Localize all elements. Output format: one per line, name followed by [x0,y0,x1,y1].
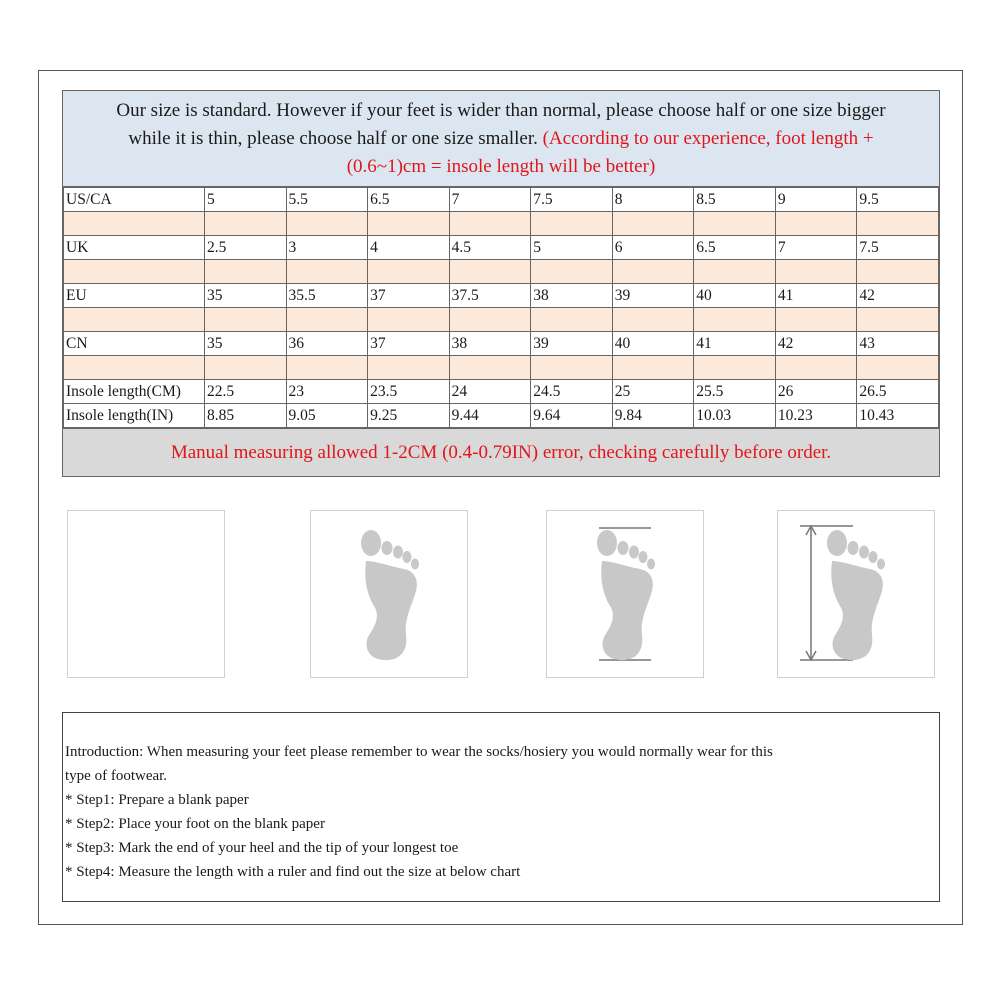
spacer-cell [64,212,205,236]
size-cell: 7 [775,236,857,260]
spacer-cell [775,212,857,236]
size-cell: 22.5 [205,380,287,404]
size-cell: 9.05 [286,404,368,428]
size-cell: 9.64 [531,404,613,428]
size-cell: 6 [612,236,694,260]
intro-line-2 [69,125,933,153]
spacer-cell [286,260,368,284]
size-cell: 24 [449,380,531,404]
spacer-cell [694,308,776,332]
spacer-cell [612,308,694,332]
size-cell: 26.5 [857,380,939,404]
measuring-instructions [62,712,940,902]
spacer-cell [64,308,205,332]
size-cell: 9.84 [612,404,694,428]
instructions-intro-line-2: type of footwear. [65,768,168,784]
size-cell: 38 [531,284,613,308]
spacer-row [64,260,939,284]
spacer-cell [775,356,857,380]
size-cell: 40 [694,284,776,308]
spacer-cell [531,260,613,284]
size-table [63,187,939,428]
size-cell: 7.5 [531,188,613,212]
foot-with-marks-icon [546,510,704,678]
intro-line-3: (0.6~1)cm = insole length will be better) [346,156,656,177]
spacer-cell [286,356,368,380]
size-cell: 24.5 [531,380,613,404]
spacer-cell [449,260,531,284]
spacer-cell [449,212,531,236]
size-cell: 43 [857,332,939,356]
spacer-cell [368,308,450,332]
size-cell: 5.5 [286,188,368,212]
spacer-cell [368,212,450,236]
size-cell: 41 [694,332,776,356]
size-cell: 37 [368,284,450,308]
spacer-cell [775,308,857,332]
size-row-label: CN [64,332,205,356]
spacer-cell [857,212,939,236]
instructions-intro-line-1: Introduction: When measuring your feet please remember to wear the socks/hosiery you would normally wear for this [65,744,773,760]
size-cell: 5 [205,188,287,212]
spacer-cell [531,356,613,380]
size-cell: 40 [612,332,694,356]
size-cell: 9.44 [449,404,531,428]
spacer-cell [205,356,287,380]
instruction-step-2: * Step2: Place your foot on the blank paper [65,816,325,832]
size-cell: 39 [612,284,694,308]
measuring-error-note: Manual measuring allowed 1-2CM (0.4-0.79IN) error, checking carefully before order. [63,428,939,476]
spacer-cell [694,356,776,380]
size-cell: 6.5 [368,188,450,212]
size-cell: 5 [531,236,613,260]
size-cell: 37.5 [449,284,531,308]
size-cell: 7 [449,188,531,212]
size-cell: 38 [449,332,531,356]
size-row [64,188,939,212]
size-cell: 10.43 [857,404,939,428]
size-cell: 3 [286,236,368,260]
size-cell: 41 [775,284,857,308]
spacer-cell [449,308,531,332]
spacer-cell [612,260,694,284]
size-cell: 8.5 [694,188,776,212]
spacer-row [64,212,939,236]
spacer-cell [612,356,694,380]
spacer-cell [857,356,939,380]
size-cell: 23.5 [368,380,450,404]
size-cell: 10.23 [775,404,857,428]
blank-paper-icon [67,510,225,678]
spacer-cell [368,260,450,284]
spacer-cell [694,212,776,236]
size-cell: 10.03 [694,404,776,428]
spacer-cell [531,212,613,236]
foot-with-ruler-icon [777,510,935,678]
spacer-cell [531,308,613,332]
spacer-row [64,308,939,332]
spacer-row [64,356,939,380]
spacer-cell [205,260,287,284]
size-cell: 25 [612,380,694,404]
size-row-label: EU [64,284,205,308]
intro-experience-note: (According to our experience, foot length + [542,128,874,149]
size-cell: 35 [205,332,287,356]
spacer-cell [449,356,531,380]
size-cell: 4 [368,236,450,260]
size-cell: 9.5 [857,188,939,212]
size-row [64,380,939,404]
size-chart [62,90,940,477]
spacer-cell [775,260,857,284]
spacer-cell [368,356,450,380]
size-intro-box [63,91,939,187]
instruction-step-3: * Step3: Mark the end of your heel and the tip of your longest toe [65,840,459,856]
size-cell: 8 [612,188,694,212]
size-cell: 42 [857,284,939,308]
size-row-label: Insole length(IN) [64,404,205,428]
size-row-label: Insole length(CM) [64,380,205,404]
size-cell: 37 [368,332,450,356]
size-cell: 9.25 [368,404,450,428]
foot-icon-graphic [311,511,469,679]
size-row [64,284,939,308]
foot-with-ruler-graphic [778,511,936,679]
size-cell: 4.5 [449,236,531,260]
spacer-cell [857,308,939,332]
size-cell: 35.5 [286,284,368,308]
size-cell: 6.5 [694,236,776,260]
spacer-cell [205,212,287,236]
spacer-cell [612,212,694,236]
size-cell: 36 [286,332,368,356]
spacer-cell [694,260,776,284]
intro-line-1: Our size is standard. However if your feet is wider than normal, please choose half or one size bigger [116,100,886,121]
size-row [64,404,939,428]
size-cell: 39 [531,332,613,356]
foot-with-marks-graphic [547,511,705,679]
instruction-step-1: * Step1: Prepare a blank paper [65,792,249,808]
spacer-cell [286,212,368,236]
size-cell: 26 [775,380,857,404]
intro-line-2-text: while it is thin, please choose half or one size smaller. [128,128,538,149]
instruction-step-4: * Step4: Measure the length with a ruler and find out the size at below chart [65,864,521,880]
spacer-cell [286,308,368,332]
spacer-cell [64,260,205,284]
size-cell: 9 [775,188,857,212]
spacer-cell [64,356,205,380]
size-row [64,236,939,260]
size-cell: 35 [205,284,287,308]
foot-icon [310,510,468,678]
size-cell: 2.5 [205,236,287,260]
size-cell: 8.85 [205,404,287,428]
size-cell: 25.5 [694,380,776,404]
size-row [64,332,939,356]
size-cell: 7.5 [857,236,939,260]
size-row-label: US/CA [64,188,205,212]
spacer-cell [857,260,939,284]
spacer-cell [205,308,287,332]
size-cell: 42 [775,332,857,356]
size-cell: 23 [286,380,368,404]
size-row-label: UK [64,236,205,260]
